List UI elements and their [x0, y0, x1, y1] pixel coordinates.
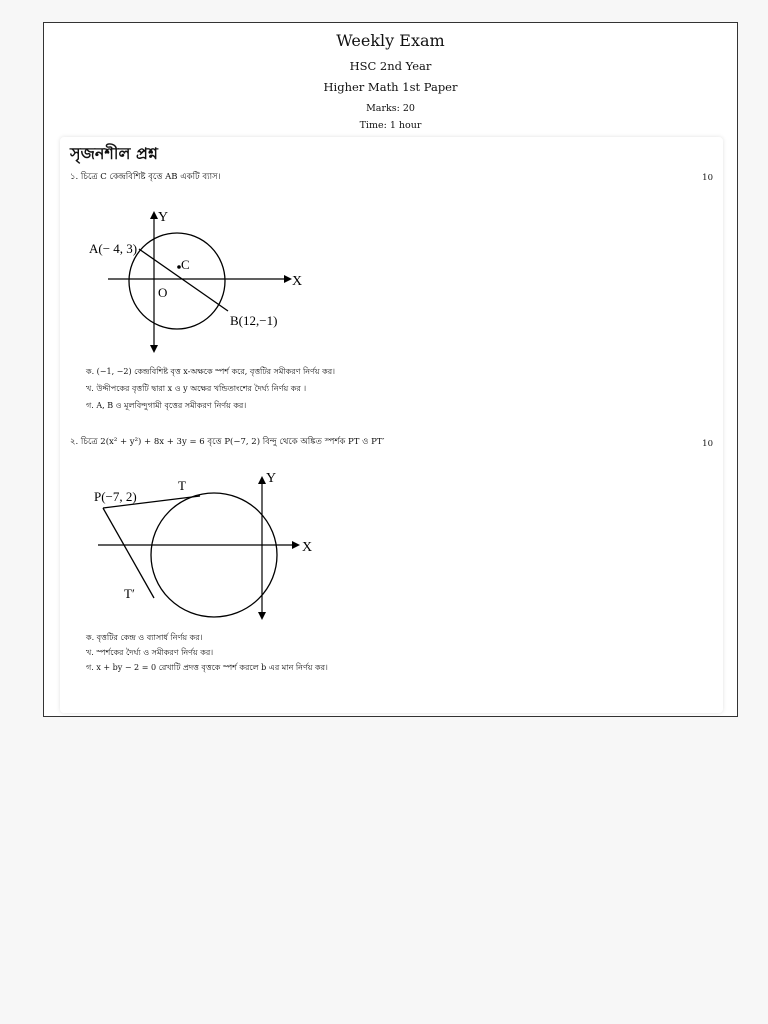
exam-class: HSC 2nd Year	[349, 59, 432, 73]
question-2-figure	[90, 470, 320, 620]
exam-title: Weekly Exam	[336, 31, 445, 50]
exam-time: Time: 1 hour	[359, 120, 422, 131]
y-axis-arrow-down	[258, 612, 266, 620]
circle-shape	[129, 233, 225, 329]
x-axis-arrow	[292, 541, 300, 549]
question-1-part-b: খ. উদ্দীপকের বৃত্তটি দ্বারা x ও y অক্ষের খন্ডিতাংশের দৈর্ঘ্য নির্ণয় কর ।	[86, 384, 307, 393]
exam-marks: Marks: 20	[366, 103, 415, 114]
fig2-point-t-prime: T′	[124, 586, 135, 601]
question-1-part-c: গ. A, B ও মূলবিন্দুগামী বৃত্তের সমীকরণ নির্ণয় কর।	[86, 401, 247, 410]
question-1-text: ১. চিত্রে C কেন্দ্রবিশিষ্ট বৃত্তে AB একটি ব্যাস।	[70, 172, 221, 182]
x-axis-arrow	[284, 275, 292, 283]
question-1-marks: 10	[702, 173, 713, 183]
fig2-x-label: X	[302, 540, 313, 555]
fig1-y-label: Y	[158, 210, 169, 225]
question-2-text: ২. চিত্রে 2(x² + y²) + 8x + 3y = 6 বৃত্তে P(−7, 2) বিন্দু থেকে অঙ্কিত স্পর্শক PT ও PT′	[70, 437, 385, 447]
question-2-part-b: খ. স্পর্শকের দৈর্ঘ্য ও সমীকরণ নির্ণয় কর।	[86, 648, 214, 657]
circle-shape	[151, 493, 277, 617]
y-axis-arrow-up	[150, 211, 158, 219]
fig1-point-a: A(− 4, 3)	[89, 241, 138, 256]
question-1-figure	[88, 205, 328, 355]
question-2-part-c: গ. x + by − 2 = 0 রেখাটি প্রদত্ত বৃত্তকে স্পর্শ করলে b এর মান নির্ণয় কর।	[86, 663, 328, 672]
exam-page	[43, 22, 738, 717]
question-2-part-a: ক. বৃত্তটির কেন্দ্র ও ব্যাসার্ধ নির্ণয় কর।	[86, 633, 203, 642]
question-2-marks: 10	[702, 439, 713, 449]
question-1-part-a: ক. (−1, −2) কেন্দ্রবিশিষ্ট বৃত্ত x-অক্ষকে স্পর্শ করে, বৃত্তটির সমীকরণ নির্ণয় কর।	[86, 367, 336, 376]
section-title: সৃজনশীল প্রশ্ন	[70, 144, 158, 163]
y-axis-arrow-down	[150, 345, 158, 353]
fig1-center-label: C	[181, 257, 190, 272]
y-axis-arrow-up	[258, 476, 266, 484]
question-card	[60, 137, 723, 713]
fig2-point-t: T	[178, 478, 186, 493]
fig1-origin-label: O	[158, 285, 168, 300]
fig2-point-p: P(−7, 2)	[94, 489, 137, 504]
fig2-y-label: Y	[266, 471, 277, 486]
tangent-pt-prime	[103, 508, 154, 598]
fig1-x-label: X	[292, 274, 303, 289]
exam-subject: Higher Math 1st Paper	[323, 80, 458, 94]
fig1-point-b: B(12,−1)	[230, 313, 278, 328]
